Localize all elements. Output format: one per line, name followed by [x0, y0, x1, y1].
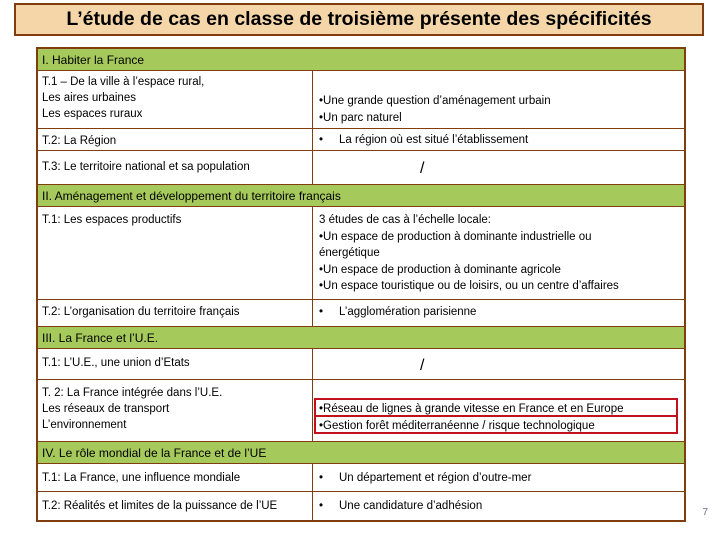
table-cell-left: T.1: Les espaces productifs — [42, 214, 182, 226]
row-divider — [38, 379, 684, 380]
column-divider — [312, 71, 313, 184]
column-divider — [312, 464, 313, 520]
table-cell-right: •Une grande question d’aménagement urbain •Un parc naturel — [319, 95, 551, 124]
table-cell-left: T.3: Le territoire national et sa population — [42, 161, 250, 173]
slide-title-text: L’étude de cas en classe de troisième présente des spécificités — [66, 8, 652, 30]
section-heading-3 — [38, 326, 684, 349]
table-cell-right: • Un département et région d’outre-mer — [319, 472, 532, 484]
table-cell-left: T.2: L’organisation du territoire français — [42, 306, 240, 318]
column-divider — [312, 207, 313, 326]
specificities-table — [36, 47, 686, 522]
section-heading-text: III. La France et l’U.E. — [42, 331, 159, 345]
table-cell-right: / — [420, 357, 425, 374]
table-cell-left: T.1 – De la ville à l’espace rural, Les aires urbaines Les espaces ruraux — [42, 76, 205, 120]
table-cell-left: T.2: La Région — [42, 135, 117, 147]
row-divider — [38, 150, 684, 151]
row-divider — [38, 128, 684, 129]
section-heading-1 — [38, 49, 684, 71]
table-cell-right: • Une candidature d’adhésion — [319, 500, 483, 512]
section-heading-2 — [38, 184, 684, 207]
section-heading-4 — [38, 441, 684, 464]
highlight-box — [314, 415, 678, 434]
row-divider — [38, 299, 684, 300]
table-cell-left: T. 2: La France intégrée dans l’U.E. Les réseaux de transport L’environnement — [42, 387, 223, 431]
table-cell-right: 3 études de cas à l’échelle locale: •Un espace de production à dominante industrielle ou énergétique •Un espace de production à dominante agricole •Un espace touristique ou de loisirs, ou un centre d’affaires — [319, 214, 619, 292]
table-cell-left: T.1: L’U.E., une union d’Etats — [42, 357, 190, 369]
section-heading-text: IV. Le rôle mondial de la France et de l’UE — [42, 446, 267, 460]
row-divider — [38, 491, 684, 492]
section-heading-text: I. Habiter la France — [42, 53, 145, 67]
table-cell-right: • L’agglomération parisienne — [319, 306, 477, 318]
table-cell-right: •Réseau de lignes à grande vitesse en France et en Europe •Gestion forêt méditerranéenne / risque technologique — [319, 403, 624, 432]
page-number: 7 — [702, 507, 708, 518]
table-cell-right: / — [420, 160, 425, 177]
table-cell-right: • La région où est situé l’établissement — [319, 134, 529, 146]
section-heading-text: II. Aménagement et développement du territoire français — [42, 189, 341, 203]
column-divider — [312, 349, 313, 441]
slide-title — [14, 3, 704, 36]
table-cell-left: T.1: La France, une influence mondiale — [42, 472, 241, 484]
table-cell-left: T.2: Réalités et limites de la puissance de l’UE — [42, 500, 278, 512]
